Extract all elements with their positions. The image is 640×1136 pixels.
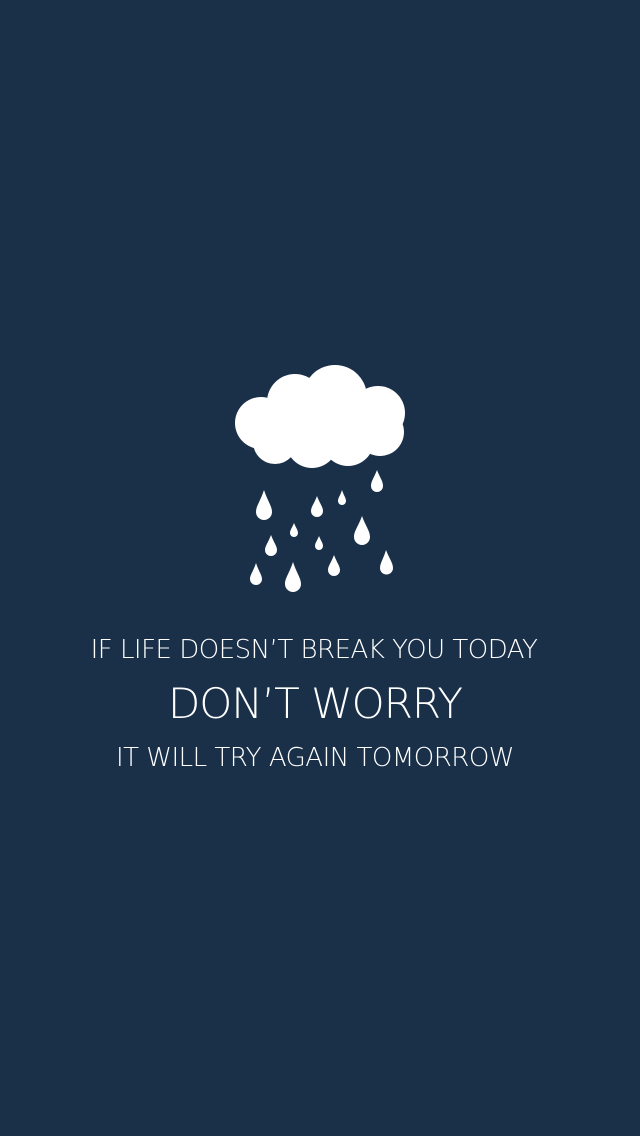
raindrop-icon	[315, 536, 323, 550]
quote-headline: DON’T WORRY	[167, 679, 463, 728]
raindrop-icon	[338, 490, 346, 505]
raindrops	[250, 470, 393, 592]
raindrop-icon	[285, 562, 301, 592]
rain-cloud-icon	[230, 360, 410, 600]
quote-line-3: IT WILL TRY AGAIN TOMORROW	[115, 743, 515, 773]
cloud-icon	[235, 365, 405, 468]
raindrop-icon	[311, 496, 323, 517]
raindrop-icon	[250, 563, 262, 585]
quote-block	[0, 628, 640, 778]
raindrop-icon	[256, 490, 272, 520]
raindrop-icon	[371, 470, 383, 492]
raindrop-icon	[290, 523, 298, 537]
quote-line-1: IF LIFE DOESN’T BREAK YOU TODAY	[90, 635, 538, 665]
raindrop-icon	[354, 516, 370, 545]
raindrop-icon	[265, 535, 277, 556]
raindrop-icon	[328, 555, 340, 576]
raindrop-icon	[380, 550, 393, 575]
